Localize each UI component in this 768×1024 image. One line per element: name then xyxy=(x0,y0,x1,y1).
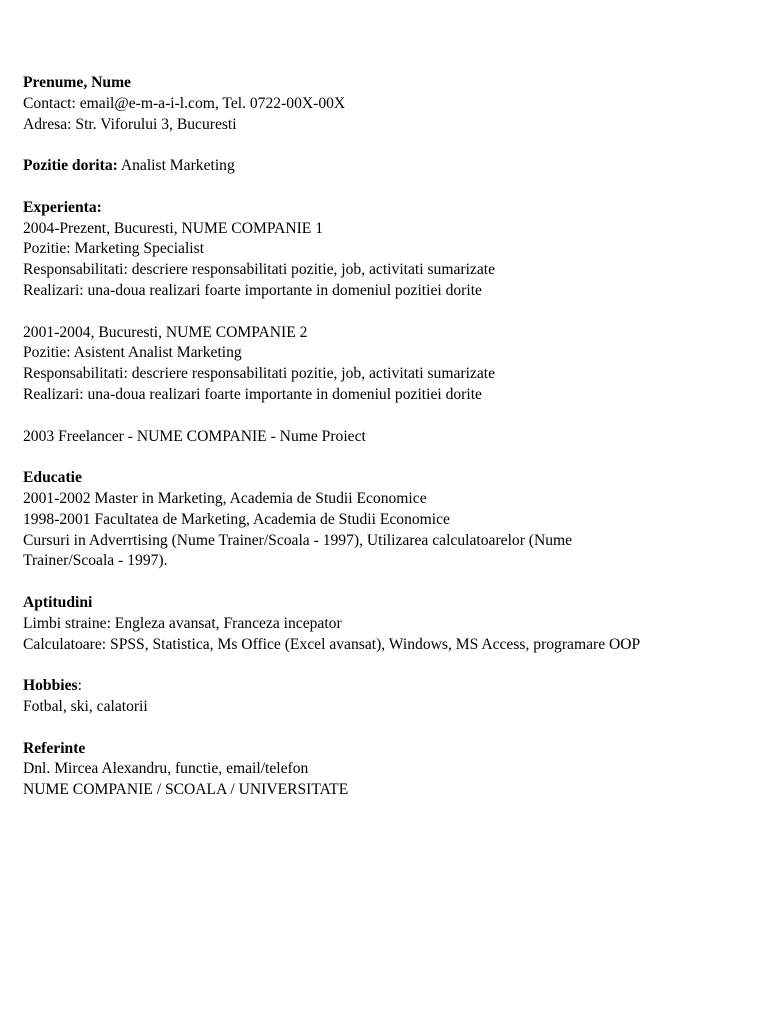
spacer xyxy=(23,655,763,676)
education-heading: Educatie xyxy=(23,469,82,487)
reference-organization: NUME COMPANIE / SCOALA / UNIVERSITATE xyxy=(23,781,349,799)
experience-heading: Experienta: xyxy=(23,198,102,216)
spacer xyxy=(23,177,763,198)
desired-position xyxy=(23,156,763,177)
job-position: Pozitie: Marketing Specialist xyxy=(23,240,205,258)
job-responsibilities: Responsabilitati: descriere responsabilitati pozitie, job, activitati sumarizate xyxy=(23,365,496,383)
skills-computers: Calculatoare: SPSS, Statistica, Ms Office (Excel avansat), Windows, MS Access, programare OOP xyxy=(23,635,641,653)
job-achievements: Realizari: una-doua realizari foarte importante in domeniul pozitiei dorite xyxy=(23,281,482,299)
hobbies-heading-line xyxy=(23,676,763,697)
cv-document xyxy=(23,73,763,801)
hobbies-colon: : xyxy=(77,677,82,695)
education-item: 2001-2002 Master in Marketing, Academia de Studii Economice xyxy=(23,489,427,507)
spacer xyxy=(23,447,763,468)
education-item: 1998-2001 Facultatea de Marketing, Academia de Studii Economice xyxy=(23,510,450,528)
reference-person: Dnl. Mircea Alexandru, functie, email/telefon xyxy=(23,760,309,778)
job-responsibilities: Responsabilitati: descriere responsabilitati pozitie, job, activitati sumarizate xyxy=(23,261,496,279)
desired-position-label: Pozitie dorita: xyxy=(23,157,118,175)
skills-heading: Aptitudini xyxy=(23,593,93,611)
spacer xyxy=(23,302,763,323)
job-period: 2004-Prezent, Bucuresti, NUME COMPANIE 1 xyxy=(23,219,324,237)
freelance-line: 2003 Freelancer - NUME COMPANIE - Nume Proiect xyxy=(23,427,366,445)
job-achievements: Realizari: una-doua realizari foarte importante in domeniul pozitiei dorite xyxy=(23,385,482,403)
address-line: Adresa: Str. Viforului 3, Bucuresti xyxy=(23,115,237,133)
applicant-name: Prenume, Nume xyxy=(23,74,131,91)
education-item: Cursuri in Adverrtising (Nume Trainer/Scoala - 1997), Utilizarea calculatoarelor (Nume xyxy=(23,531,573,549)
education-item: Trainer/Scoala - 1997). xyxy=(23,552,168,570)
references-heading: Referinte xyxy=(23,739,86,757)
contact-line: Contact: email@e-m-a-i-l.com, Tel. 0722-00X-00X xyxy=(23,94,346,112)
spacer xyxy=(23,135,763,156)
spacer xyxy=(23,572,763,593)
spacer xyxy=(23,718,763,739)
spacer xyxy=(23,406,763,427)
hobbies-heading: Hobbies xyxy=(23,677,78,695)
skills-languages: Limbi straine: Engleza avansat, Franceza incepator xyxy=(23,614,342,632)
desired-position-value: Analist Marketing xyxy=(117,157,235,175)
job-period: 2001-2004, Bucuresti, NUME COMPANIE 2 xyxy=(23,323,308,341)
job-position: Pozitie: Asistent Analist Marketing xyxy=(23,344,242,362)
hobbies-value: Fotbal, ski, calatorii xyxy=(23,697,148,715)
